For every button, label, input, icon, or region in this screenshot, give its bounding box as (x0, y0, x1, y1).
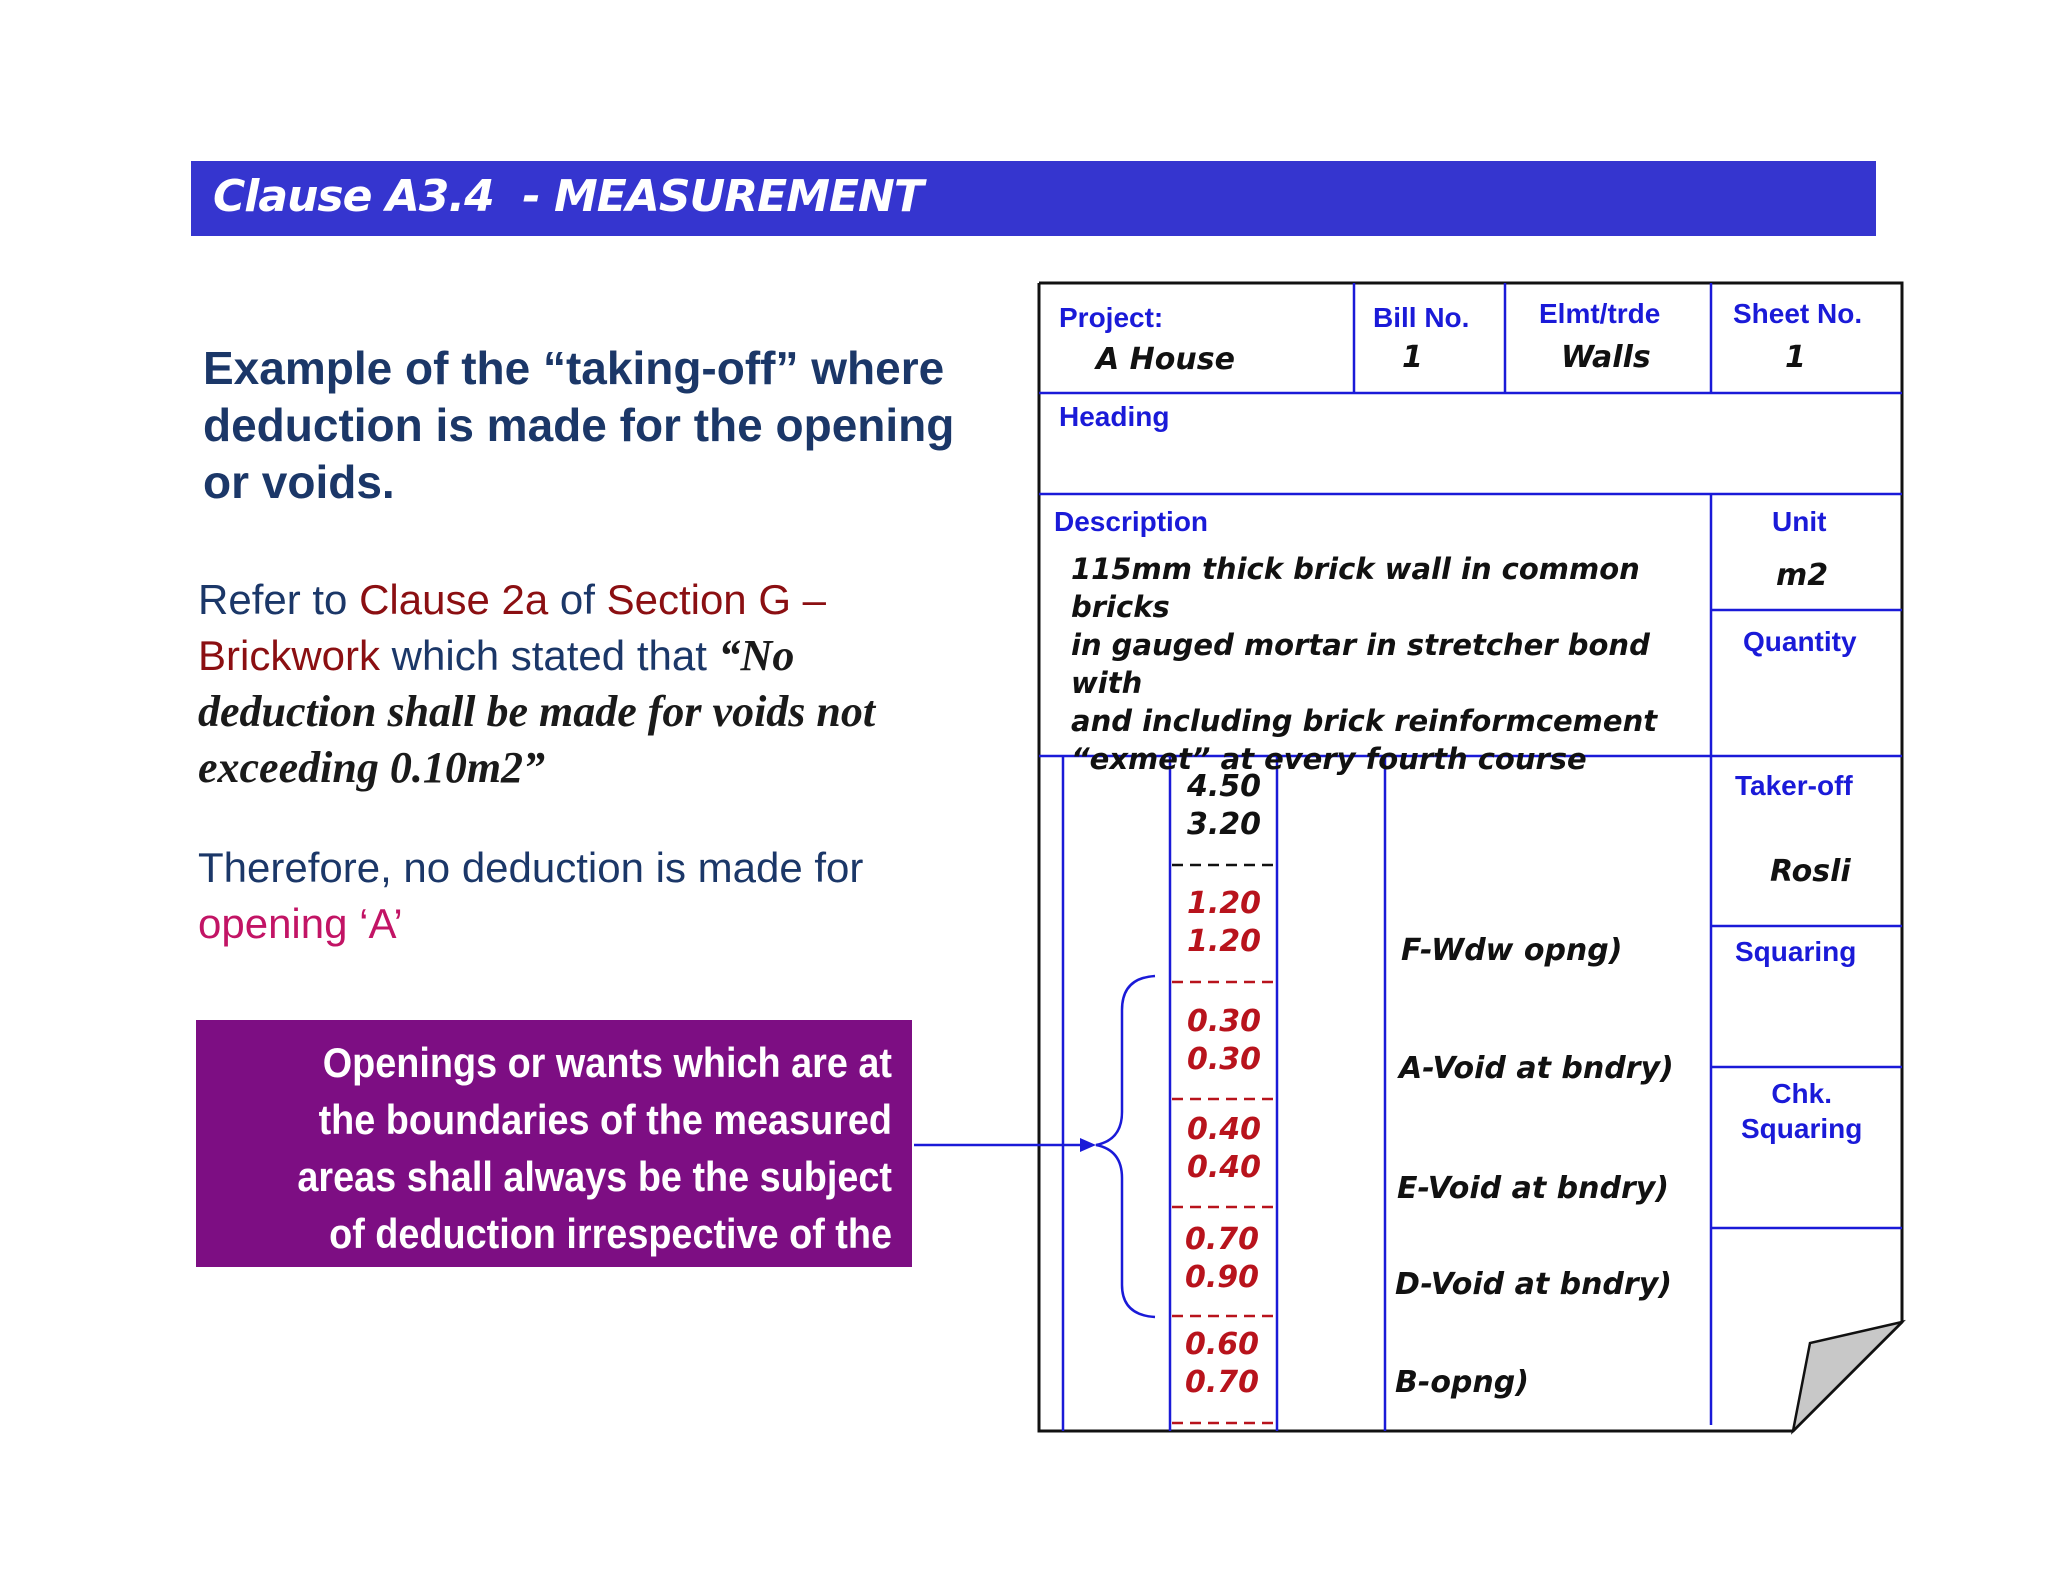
taker-off-value: Rosli (1770, 854, 1851, 889)
dimension-description: F-Wdw opng) (1401, 933, 1623, 968)
project-label: Project: (1059, 302, 1164, 333)
folded-corner-icon (1793, 1322, 1902, 1431)
opening-a-ref: opening ‘A’ (198, 900, 403, 947)
project-value: A House (1096, 342, 1235, 377)
dimension-values: 0.40 0.40 (1187, 1112, 1262, 1185)
elmt-trade-value: Walls (1561, 340, 1651, 375)
dimension-values: 0.70 0.90 (1185, 1222, 1260, 1295)
dimension-values: 1.20 1.20 (1187, 886, 1262, 959)
item-description: 115mm thick brick wall in common bricks in gauged mortar in stretcher bond with and including brick reinformcement “exmet” at every fourth course (1071, 552, 1658, 776)
page-title: Clause A3.4 - MEASUREMENT (213, 171, 923, 222)
dimension-description: A-Void at bndry) (1399, 1051, 1674, 1086)
dimension-values: 0.60 0.70 (1185, 1327, 1260, 1400)
refer-prefix: Refer to (198, 576, 360, 623)
taker-off-label: Taker-off (1735, 770, 1853, 801)
description-label: Description (1054, 506, 1209, 537)
clause-ref: Clause 2a (359, 576, 549, 623)
dimension-values: 0.30 0.30 (1187, 1004, 1262, 1077)
refer-middle: which stated that (380, 632, 719, 679)
boundary-note-text: Openings or wants which are at the boundaries of the measured areas shall always be the subject of deduction irrespective of the size. (297, 1039, 892, 1314)
quantity-label: Quantity (1743, 626, 1857, 657)
bill-no-label: Bill No. (1373, 302, 1470, 333)
heading-label: Heading (1059, 401, 1170, 432)
brace-icon (1096, 976, 1155, 1317)
dimension-values: 4.50 3.20 (1187, 769, 1262, 842)
section-ref: Section G – Brickwork (198, 576, 827, 679)
unit-label: Unit (1772, 506, 1827, 537)
elmt-trade-label: Elmt/trde (1539, 298, 1661, 329)
bill-no-value: 1 (1402, 340, 1423, 375)
squaring-label: Squaring (1735, 936, 1857, 967)
clause-quote: “No deduction shall be made for voids not exceeding 0.10m2” (198, 631, 876, 792)
example-heading: Example of the “taking-off” where deduction is made for the opening or voids. (203, 342, 955, 508)
unit-value: m2 (1776, 558, 1829, 593)
dimension-description: D-Void at bndry) (1395, 1267, 1672, 1302)
chk-squaring-label: Chk. Squaring (1741, 1078, 1863, 1144)
sheet-no-label: Sheet No. (1733, 298, 1863, 329)
refer-of: of (548, 576, 607, 623)
dimension-description: E-Void at bndry) (1397, 1171, 1670, 1206)
therefore-text: Therefore, no deduction is made for (198, 844, 864, 891)
sheet-no-value: 1 (1785, 340, 1806, 375)
dimension-description: B-opng) (1395, 1365, 1529, 1400)
